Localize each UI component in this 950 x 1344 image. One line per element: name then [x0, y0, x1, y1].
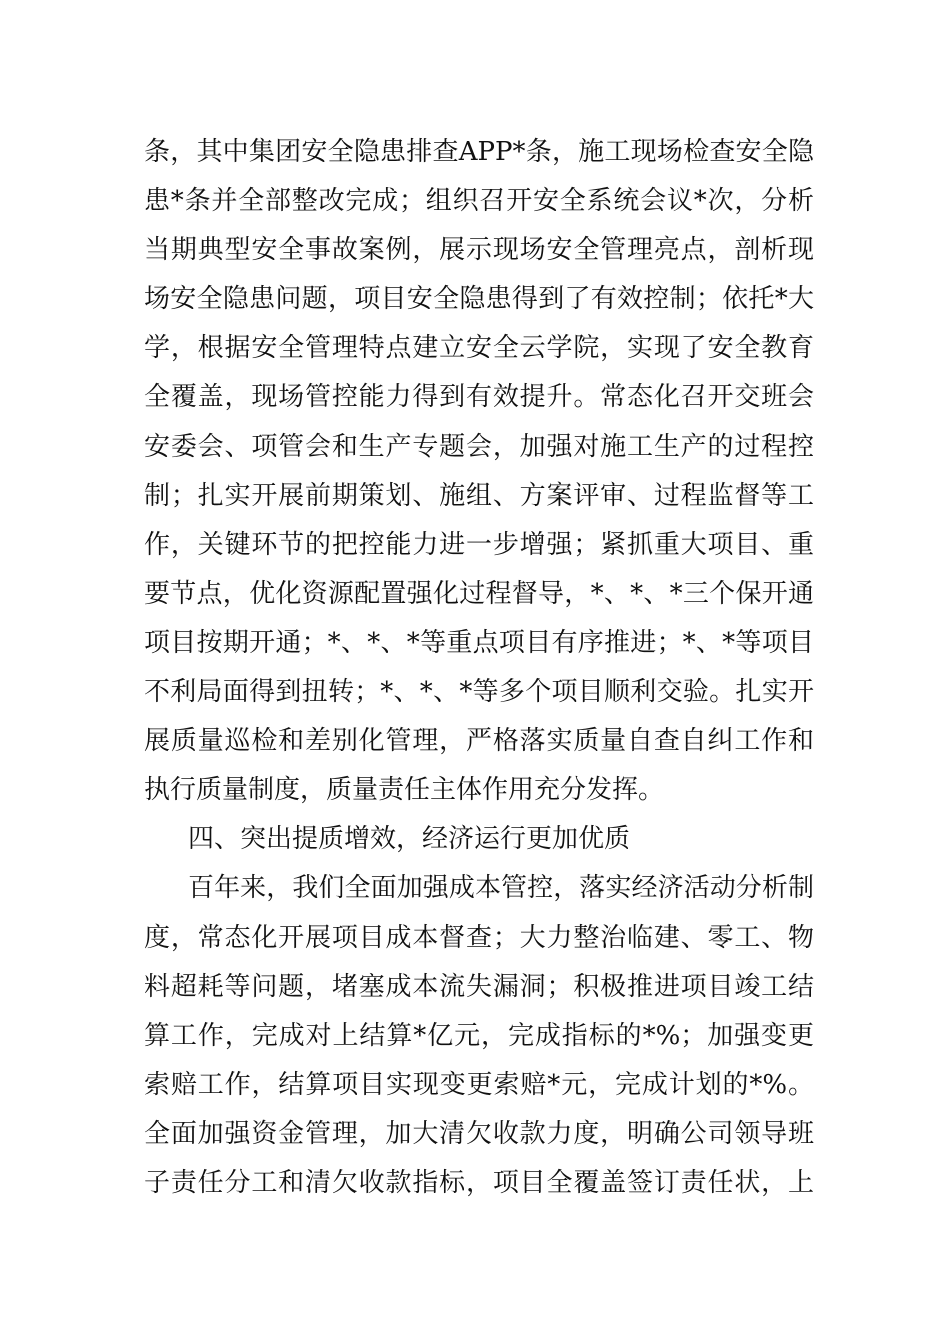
paragraph-line: 患*条并全部整改完成；组织召开安全系统会议*次，分析: [144, 186, 814, 217]
paragraph-line: 索赔工作，结算项目实现变更索赔*元，完成计划的*%。: [144, 1069, 814, 1100]
paragraph-line: 场安全隐患问题，项目安全隐患得到了有效控制；依托*大: [144, 284, 814, 315]
paragraph-line: 全覆盖，现场管控能力得到有效提升。常态化召开交班会: [144, 382, 814, 413]
paragraph-line: 安委会、项管会和生产专题会，加强对施工生产的过程控: [144, 431, 814, 462]
paragraph-line: 学，根据安全管理特点建立安全云学院，实现了安全教育: [144, 333, 814, 364]
paragraph-line: 作，关键环节的把控能力进一步增强；紧抓重大项目、重: [144, 529, 814, 560]
section-heading: 四、突出提质增效，经济运行更加优质: [188, 824, 631, 855]
paragraph-line: 当期典型安全事故案例，展示现场安全管理亮点，剖析现: [144, 235, 814, 266]
paragraph-line: 执行质量制度，质量责任主体作用充分发挥。: [144, 775, 665, 806]
paragraph-line: 算工作，完成对上结算*亿元，完成指标的*%；加强变更: [144, 1020, 814, 1051]
paragraph-line: 料超耗等问题，堵塞成本流失漏洞；积极推进项目竣工结: [144, 971, 814, 1002]
paragraph-line: 百年来，我们全面加强成本管控，落实经济活动分析制: [188, 873, 814, 904]
document-body: [144, 128, 814, 1208]
paragraph-line: 度，常态化开展项目成本督查；大力整治临建、零工、物: [144, 922, 814, 953]
paragraph-line: 不利局面得到扭转；*、*、*等多个项目顺利交验。扎实开: [144, 677, 814, 708]
paragraph-line: 展质量巡检和差别化管理，严格落实质量自查自纠工作和: [144, 726, 814, 757]
paragraph-line: 项目按期开通；*、*、*等重点项目有序推进；*、*等项目: [144, 627, 814, 658]
paragraph-line: 要节点，优化资源配置强化过程督导，*、*、*三个保开通: [144, 578, 814, 609]
paragraph-line: 条，其中集团安全隐患排查APP*条，施工现场检查安全隐: [144, 137, 814, 167]
paragraph-line: 子责任分工和清欠收款指标，项目全覆盖签订责任状，上: [144, 1167, 814, 1198]
paragraph-line: 制；扎实开展前期策划、施组、方案评审、过程监督等工: [144, 480, 814, 511]
paragraph-line: 全面加强资金管理，加大清欠收款力度，明确公司领导班: [144, 1118, 814, 1149]
